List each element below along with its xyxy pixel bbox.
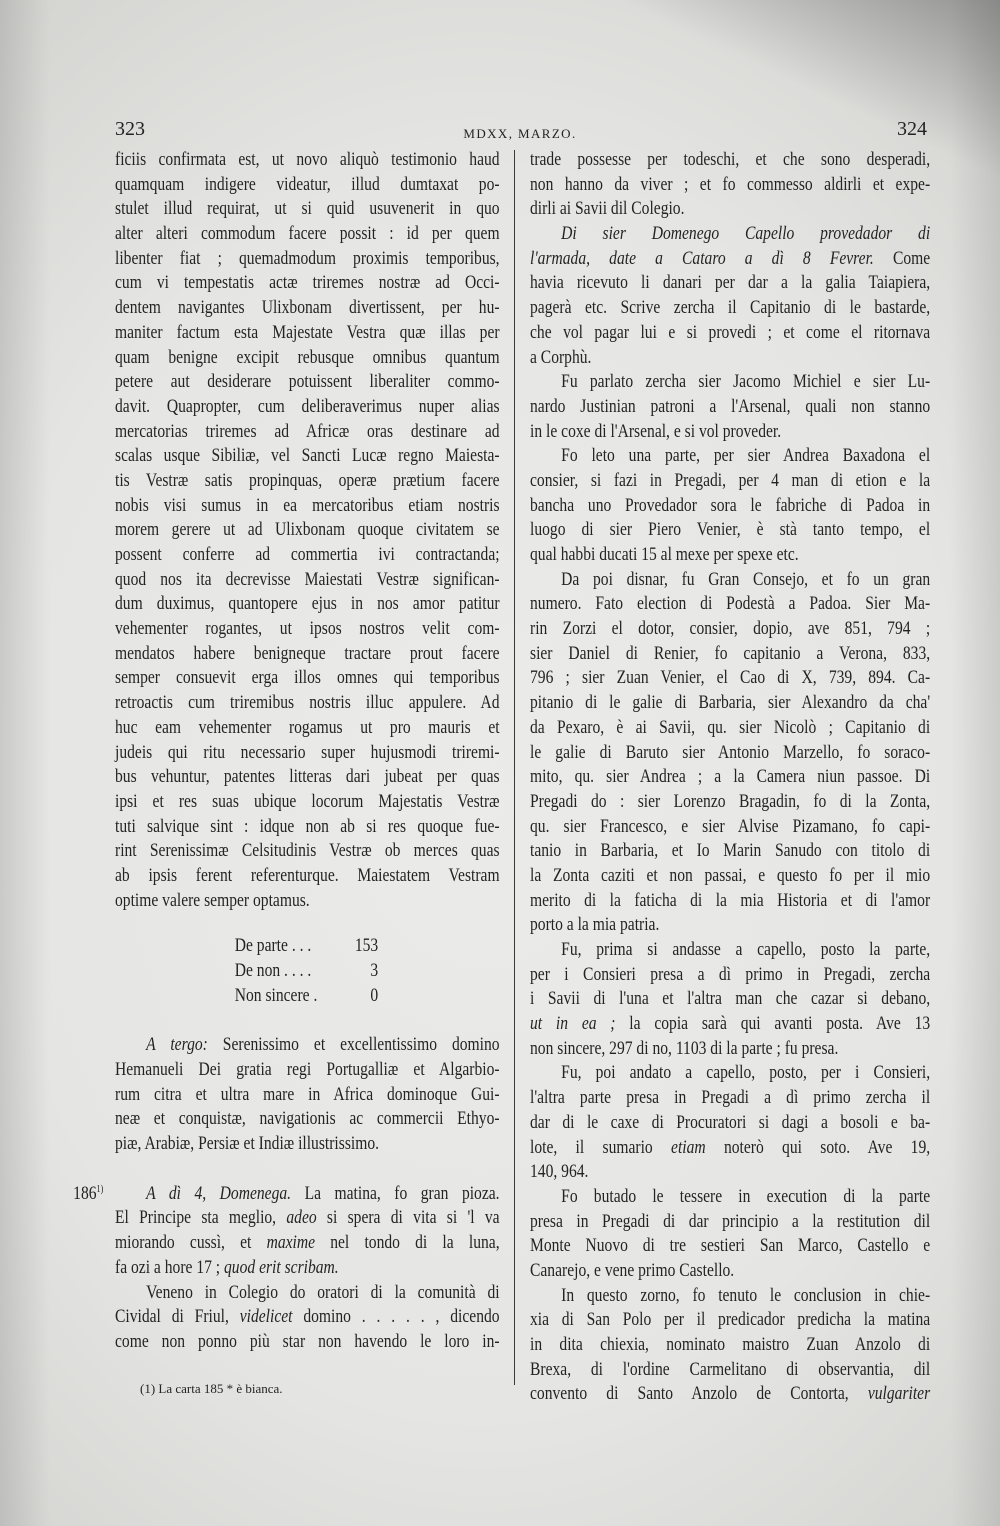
text-line: [530, 1012, 930, 1037]
text-segment: l'altra parte presa in Pregadi a dì primo zercha il: [530, 1087, 931, 1109]
text-segment: Monte Nuovo di tre sestieri San Marco, Castello e: [530, 1235, 931, 1257]
text-segment: La matina, fo gran pioza.: [291, 1182, 500, 1204]
text-line: [530, 568, 930, 593]
text-segment: maniter factum esta Majestate Vestra quæ illas per: [115, 321, 500, 343]
italic-segment: adeo: [286, 1207, 317, 1229]
text-segment: bus vehuntur, patentes litteras dari jubeat per quas: [115, 766, 500, 788]
text-line: [530, 469, 930, 494]
text-segment: noterò qui soto. Ave 19,: [705, 1136, 931, 1158]
text-segment: huc eam vehementer rogamus ut pro mauris et: [115, 716, 500, 738]
text-segment: dirli ai Savii dil Colegio.: [530, 198, 685, 220]
text-line: [115, 469, 500, 494]
text-line: [115, 346, 500, 371]
text-segment: Fo butado le tessere in execution di la parte: [561, 1185, 931, 1207]
text-line: [115, 889, 500, 914]
italic-segment: l'armada, date a Cataro a dì 8 Fevrer.: [530, 247, 874, 269]
text-segment: consier, si fazi in Pregadi, per 4 man di etion e la: [530, 469, 931, 491]
text-segment: mito, qu. sier Andrea ; a la Camera niun passoe. Di: [530, 766, 931, 788]
text-line: [115, 420, 500, 445]
text-segment: morem gerere ut ad Ulixbonam quoque civitatem se: [115, 519, 500, 541]
right-page-number: 324: [897, 118, 927, 140]
text-segment: sier Daniel di Renier, fo capitanio a Verona, 833,: [530, 642, 931, 664]
vote-label: De parte . . .: [234, 935, 312, 957]
text-line: [115, 790, 500, 815]
italic-segment: A dì 4, Domenega.: [146, 1182, 292, 1204]
italic-segment: videlicet: [239, 1306, 293, 1328]
text-segment: retroactis cum triremibus nostris illuc appulere. Ad: [115, 692, 500, 714]
text-line: [115, 173, 500, 198]
text-segment: xia di San Polo per il predicador predicha la matina: [530, 1309, 931, 1331]
text-segment: quod nos ita decrevisse Maiestati Vestræ significan-: [115, 568, 500, 590]
votes-block: [235, 933, 379, 1008]
text-line: [530, 987, 930, 1012]
text-segment: miorando cussì, et: [115, 1232, 267, 1254]
text-line: [115, 148, 500, 173]
text-line: [530, 1111, 930, 1136]
text-segment: si spera di vita si 'l va: [316, 1207, 500, 1229]
text-line: [115, 494, 500, 519]
text-segment: non hanno da viver ; et fo commesso aldirli et expe-: [530, 173, 931, 195]
text-segment: Fu parlato zercha sier Jacomo Michiel e sier Lu-: [561, 371, 931, 393]
text-segment: mendatos habere benigneque tractare prout facere: [115, 642, 500, 664]
text-line: [530, 494, 930, 519]
para-block: [530, 1185, 930, 1284]
text-segment: Serenissimo et excellentissimo domino: [207, 1034, 500, 1056]
text-segment: pitanio di le galie di Barbaria, sier Alexandro da cha': [530, 692, 931, 714]
text-segment: Brexa, di l'ordine Carmelitano di observantia, dil: [530, 1358, 931, 1380]
text-line: [115, 395, 500, 420]
text-segment: come non ponno più star non havendo le loro in-: [115, 1330, 500, 1352]
text-line: [530, 666, 930, 691]
para-block: [115, 1281, 500, 1355]
text-segment: scalas usque Sibiliæ, vel Sancti Lucæ regno Maiesta-: [115, 445, 500, 467]
text-segment: rin Zorzi el dotor, consier, dopio, ave 851, 794 ;: [530, 618, 931, 640]
text-segment: libenter fiat ; quemadmodum proximis temporibus,: [115, 247, 500, 269]
text-segment: nobis visi sumus in ea mercatoribus etiam nostris: [115, 494, 500, 516]
text-line: [530, 271, 930, 296]
text-line: [115, 370, 500, 395]
text-segment: in dita chiexia, nominato maistro Zuan Anzolo di: [530, 1334, 931, 1355]
text-segment: trade possesse per todeschi, et che sono desperadi,: [530, 149, 931, 170]
vote-count: 3: [370, 960, 379, 982]
address-block: [115, 1033, 500, 1156]
para-block: [530, 568, 930, 938]
text-line: [530, 864, 930, 889]
text-segment: in le coxe di l'Arsenal, e si vol proveder.: [530, 420, 782, 442]
text-line: [115, 666, 500, 691]
text-line: [530, 543, 930, 568]
running-head: MDXX, MARZO.: [463, 126, 577, 141]
text-segment: merito di la faticha di la mia Historia et di l'amor: [530, 889, 931, 911]
text-line: [115, 765, 500, 790]
text-segment: 140, 964.: [530, 1161, 589, 1183]
text-line: [115, 864, 500, 889]
text-line: [115, 1256, 500, 1281]
text-line: [530, 1382, 930, 1407]
vote-label: De non . . . .: [234, 960, 312, 982]
text-segment: rum citra et ultra mare in Africa dominoque Gui-: [115, 1083, 500, 1105]
para-block: [530, 938, 930, 1061]
text-line: [530, 716, 930, 741]
text-line: [115, 1231, 500, 1256]
text-line: [115, 444, 500, 469]
italic-segment: Di sier Domenego Capello provedador di: [561, 223, 931, 245]
text-line: [530, 815, 930, 840]
text-segment: tis Vestræ satis propinquas, operæ prætium facere: [115, 469, 500, 491]
text-segment: che vol pagar lui e si provedi ; et come el ritornava: [530, 321, 931, 343]
text-line: [115, 568, 500, 593]
text-line: [530, 296, 930, 321]
text-segment: alter alteri commodum facere possit : id per quem: [115, 223, 500, 245]
text-line: [530, 642, 930, 667]
text-line: [115, 716, 500, 741]
text-segment: a Corphù.: [530, 346, 592, 368]
text-line: [115, 247, 500, 272]
vote-count: 0: [370, 985, 379, 1007]
text-segment: nel tondo di la luna,: [315, 1232, 500, 1254]
text-line: [530, 1061, 930, 1086]
para-block: [530, 1284, 930, 1407]
text-segment: petere aut desiderare potuissent liberaliter commo-: [115, 371, 500, 393]
text-segment: qu. sier Francesco, e sier Alvise Pizamano, fo capi-: [530, 815, 931, 837]
text-line: [530, 1308, 930, 1333]
text-segment: neæ et conquistæ, navigationis ac commercii Ethyo-: [115, 1108, 500, 1130]
text-line: [530, 247, 930, 272]
text-line: [530, 173, 930, 198]
text-segment: mercatorias triremes ad Africæ oras destinare ad: [115, 420, 500, 442]
vote-label: Non sincere .: [234, 985, 318, 1007]
text-segment: ab ipsis ferent referenturque. Maiestatem Vestram: [115, 864, 500, 886]
text-line: [530, 617, 930, 642]
text-line: [530, 1210, 930, 1235]
text-line: [115, 1206, 500, 1231]
text-segment: quamquam indigere videatur, illud dumtaxat po-: [115, 173, 500, 195]
text-segment: quam benigne excipit rebusque omnibus quantum: [115, 346, 500, 368]
text-line: [530, 420, 930, 445]
text-segment: possent conferre ad commertia ivi contractanda;: [115, 544, 500, 565]
text-line: [115, 592, 500, 617]
text-segment: tuti salvique sint : idque non ab si res quoque fue-: [115, 815, 500, 837]
margin-note-number: 186: [73, 1182, 97, 1204]
text-line: [530, 1358, 930, 1383]
text-line: [115, 691, 500, 716]
text-segment: dentem navigantes Ulixbonam divertissent, per hu-: [115, 297, 500, 319]
text-segment: pagerà etc. Scrive zercha il Capitanio di le bastarde,: [530, 297, 931, 319]
text-line: [530, 1333, 930, 1358]
text-segment: la copia sarà qui avanti posta. Ave 13: [615, 1013, 931, 1035]
text-segment: dar di le caxe di Procuratori si dagi a bosoli e ba-: [530, 1111, 931, 1133]
text-line: [530, 222, 930, 247]
text-segment: cum vi tempestatis actæ triremes nostræ ad Occi-: [115, 272, 500, 294]
vote-row: [235, 933, 379, 958]
text-segment: Fu, poi andato a capello, posto, per i Consieri,: [561, 1062, 931, 1084]
text-line: [530, 1086, 930, 1111]
vote-row: [235, 958, 379, 983]
text-line: [530, 1185, 930, 1210]
entry-block: [73, 1182, 500, 1281]
italic-segment: quod erit scribam.: [224, 1256, 339, 1278]
text-line: [530, 1037, 930, 1062]
text-line: [530, 963, 930, 988]
text-segment: Hemanueli Dei gratia regi Portugalliæ et Algarbio-: [115, 1059, 500, 1080]
text-segment: ipsi et res suas ubique locorum Majestatis Vestræ: [115, 790, 500, 812]
text-line: [115, 815, 500, 840]
text-segment: qual habbi ducati 15 al mexe per spexe etc.: [530, 544, 799, 565]
text-segment: tanio in Barbaria, et Io Marin Sanudo con titolo di: [530, 840, 931, 862]
text-line: [115, 197, 500, 222]
text-line: [530, 1284, 930, 1309]
text-line: [115, 1058, 500, 1083]
italic-segment: A tergo:: [146, 1034, 208, 1056]
text-segment: nardo Justinian patroni a l'Arsenal, quali non stanno: [530, 395, 931, 417]
text-segment: le galie di Baruto sier Antonio Marzello, fo soraco-: [530, 741, 931, 763]
para-block: [530, 1061, 930, 1184]
column-divider: [514, 150, 515, 1385]
para-block: [115, 148, 500, 913]
text-segment: 796 ; sier Zuan Venier, el Cao di X, 739, 894. Ca-: [530, 667, 931, 689]
text-line: [530, 346, 930, 371]
text-segment: vehementer rogantes, ut ipsos nostros velit com-: [115, 618, 500, 640]
text-segment: Come: [873, 247, 931, 269]
text-segment: presa in Pregadi di dar principio a la restitution dil: [530, 1210, 931, 1232]
text-segment: Veneno in Colegio do oratori di la comunità di: [146, 1281, 500, 1303]
text-line: [530, 1136, 930, 1161]
text-line: [115, 1305, 500, 1330]
text-line: [530, 197, 930, 222]
text-segment: convento di Santo Anzolo de Contorta,: [530, 1383, 868, 1405]
text-line: [530, 1259, 930, 1284]
text-line: [115, 1107, 500, 1132]
text-segment: davit. Quapropter, cum deliberaverimus nuper alias: [115, 395, 500, 417]
vote-count: 153: [354, 935, 379, 957]
text-line: [530, 1234, 930, 1259]
text-segment: El Principe sta meglio,: [115, 1207, 287, 1229]
text-segment: porto a la mia patria.: [530, 914, 660, 936]
text-line: [115, 1281, 500, 1306]
text-segment: non sincere, 297 di no, 1103 di la parte ; fu presa.: [530, 1037, 839, 1059]
vote-row: [235, 983, 379, 1008]
text-segment: Da poi disnar, fu Gran Consejo, et fo un gran: [561, 568, 931, 590]
text-line: [530, 741, 930, 766]
text-line: [115, 1083, 500, 1108]
text-segment: Fo leto una parte, per sier Andrea Baxadona el: [561, 445, 931, 467]
text-segment: dum duximus, quantopere ejus in nos amor patitur: [115, 593, 500, 615]
text-line: [115, 1132, 500, 1157]
text-line: [73, 1182, 500, 1207]
text-line: [530, 592, 930, 617]
footnote: (1) La carta 185 * è bianca.: [140, 1381, 283, 1396]
text-segment: optime valere semper optamus.: [115, 889, 310, 911]
text-line: [115, 642, 500, 667]
text-segment: fa ozi a hore 17 ;: [115, 1256, 225, 1278]
margin-note: [73, 1182, 103, 1207]
text-line: [115, 1330, 500, 1355]
text-line: [115, 741, 500, 766]
right-column: [530, 148, 930, 1407]
text-line: [530, 1160, 930, 1185]
text-segment: piæ, Arabiæ, Persiæ et Indiæ illustrissimo.: [115, 1133, 380, 1155]
text-line: [530, 938, 930, 963]
text-line: [115, 321, 500, 346]
italic-segment: ut in ea ;: [530, 1013, 616, 1035]
text-line: [530, 395, 930, 420]
text-segment: da Pexaro, è ai Savii, qu. sier Nicolò ; Capitanio di: [530, 716, 931, 738]
text-segment: numero. Fato election di Podestà a Padoa. Sier Ma-: [530, 593, 931, 615]
text-line: [530, 444, 930, 469]
text-line: [530, 790, 930, 815]
text-line: [115, 296, 500, 321]
text-segment: domino . . . . . , dicendo: [292, 1306, 500, 1328]
text-line: [115, 543, 500, 568]
text-line: [115, 1033, 500, 1058]
text-segment: rint Serenissimæ Celsitudinis Vestræ ob merces quas: [115, 840, 500, 862]
text-segment: Canarejo, e vene primo Castello.: [530, 1259, 735, 1281]
text-segment: Cividal di Friul,: [115, 1306, 240, 1328]
text-segment: stulet illud requirat, ut si quid usuvenerit in quo: [115, 198, 500, 220]
text-segment: luogo di sier Piero Venier, è stà tanto tempo, el: [530, 519, 931, 541]
text-line: [530, 518, 930, 543]
text-segment: i Savii di l'una et l'altra man che cazar si debano,: [530, 988, 931, 1010]
italic-segment: maxime: [266, 1232, 316, 1254]
italic-segment: etiam: [671, 1136, 706, 1158]
para-block: [530, 222, 930, 370]
text-segment: havia ricevuto li danari per dar a la galia Taiapiera,: [530, 272, 931, 294]
text-line: [530, 370, 930, 395]
text-line: [530, 321, 930, 346]
left-page-number: 323: [115, 118, 145, 140]
text-segment: per i Consieri presa a dì primo in Pregadi, zercha: [530, 963, 931, 985]
para-block: [530, 148, 930, 222]
para-block: [530, 444, 930, 567]
text-line: [530, 691, 930, 716]
para-block: [530, 370, 930, 444]
text-line: [115, 839, 500, 864]
text-line: [530, 765, 930, 790]
text-line: [530, 839, 930, 864]
text-segment: semper consuevit erga illos omnes qui temporibus: [115, 667, 500, 689]
text-segment: bancha uno Provedador sora le fabriche di Padoa in: [530, 494, 931, 516]
text-line: [530, 148, 930, 173]
text-line: [530, 913, 930, 938]
text-line: [115, 518, 500, 543]
italic-segment: vulgariter: [867, 1383, 931, 1405]
text-line: [115, 222, 500, 247]
left-column: [73, 148, 500, 1355]
text-line: [115, 617, 500, 642]
text-segment: ficiis confirmata est, ut novo aliquò testimonio haud: [115, 149, 500, 170]
text-segment: la Zonta caziti et non passai, e questo fo per il mio: [530, 864, 931, 886]
margin-note-ref: 1): [96, 1183, 104, 1195]
text-segment: judeis qui ritu necessario super hujusmodi triremi-: [115, 741, 500, 763]
text-segment: lote, il sumario: [530, 1136, 672, 1158]
text-segment: Pregadi do : sier Lorenzo Bragadin, fo di la Zonta,: [530, 790, 931, 812]
text-segment: In questo zorno, fo tenuto le conclusion in chie-: [561, 1284, 931, 1306]
text-segment: Fu, prima si andasse a capello, posto la parte,: [561, 939, 931, 960]
text-line: [530, 889, 930, 914]
text-line: [115, 271, 500, 296]
